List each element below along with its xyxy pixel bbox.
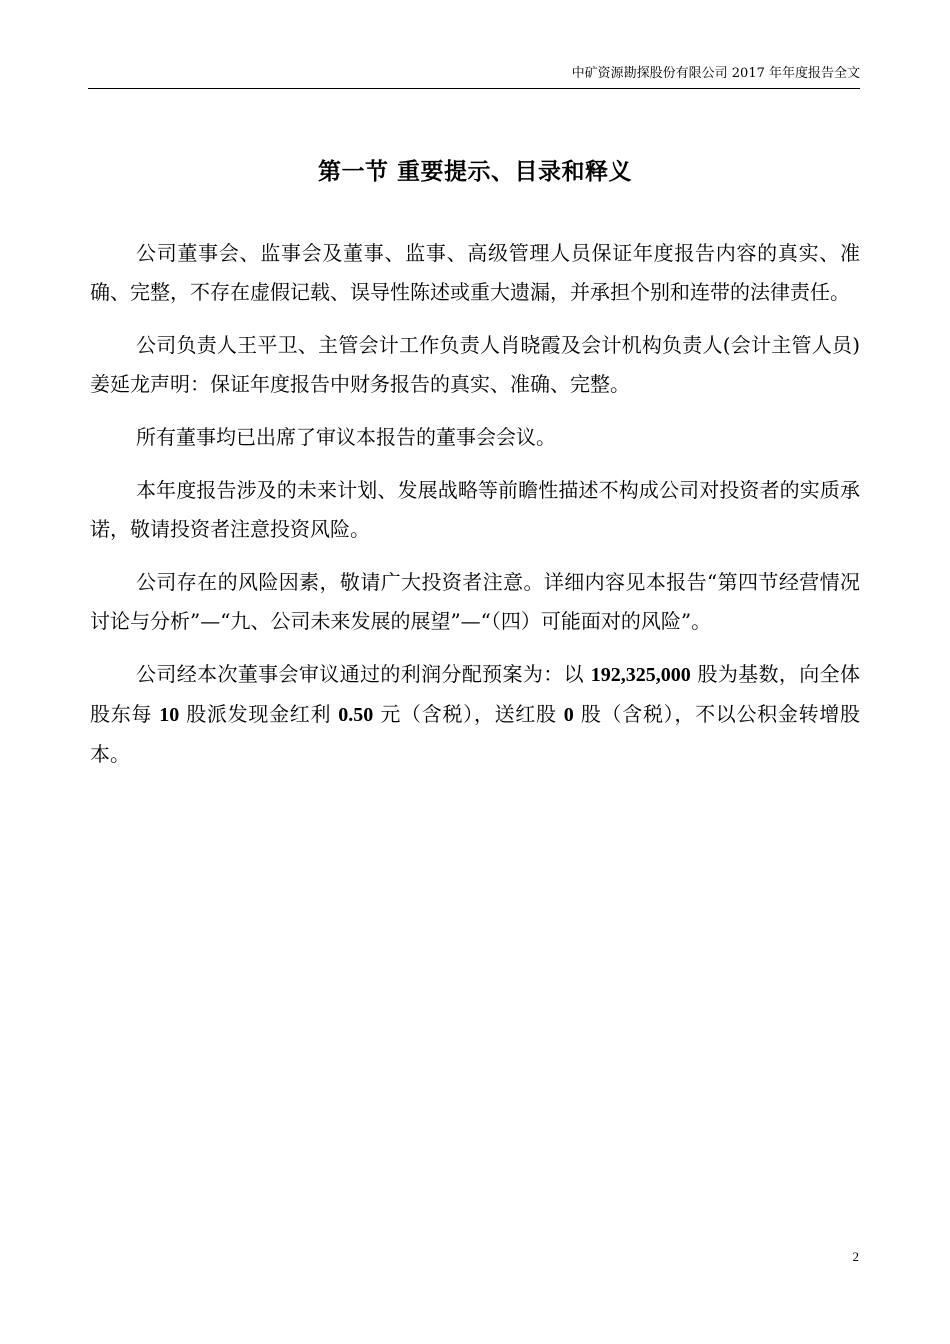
section-title: 第一节 重要提示、目录和释义 xyxy=(317,159,632,185)
page-header xyxy=(88,64,860,89)
page-number: 2 xyxy=(852,1249,859,1264)
paragraph-directors-attendance: 所有董事均已出席了审议本报告的董事会会议。 xyxy=(136,425,556,449)
important-notice-body xyxy=(90,234,860,788)
distribution-text: 股（含税），不以公积金转增股本。 xyxy=(90,702,861,766)
paragraph-forward-looking-statement: 本年度报告涉及的未来计划、发展战略等前瞻性描述不构成公司对投资者的实质承诺，敬请投资者注意投资风险。 xyxy=(90,478,860,541)
distribution-text: 公司经本次董事会审议通过的利润分配预案为：以 xyxy=(136,662,591,686)
risk-section-reference: “第四节经营情况讨论与分析”—“九、公司未来发展的展望”—“（四）可能面对的风险” xyxy=(90,570,860,633)
distribution-text: 股为基数，向全体股东每 xyxy=(90,662,861,726)
distribution-text: 元（含税），送红股 xyxy=(373,702,564,726)
paragraph-board-guarantee: 公司董事会、监事会及董事、监事、高级管理人员保证年度报告内容的真实、准确、完整，不存在虚假记载、误导性陈述或重大遗漏，并承担个别和连带的法律责任。 xyxy=(90,241,860,304)
share-base-value: 192,325,000 xyxy=(590,664,691,686)
per-shares-value: 10 xyxy=(159,704,180,726)
distribution-text: 股派发现金红利 xyxy=(179,702,339,726)
paragraph-profit-distribution xyxy=(90,655,860,774)
bonus-shares-value: 0 xyxy=(563,704,574,726)
risk-text-end: 。 xyxy=(691,609,712,633)
report-header-title: 中矿资源勘探股份有限公司 2017 年年度报告全文 xyxy=(571,66,860,81)
paragraph-responsible-persons-statement: 公司负责人王平卫、主管会计工作负责人肖晓霞及会计机构负责人(会计主管人员)姜延龙声明：保证年度报告中财务报告的真实、准确、完整。 xyxy=(90,333,860,396)
paragraph-risk-factors xyxy=(90,563,860,641)
risk-text: 公司存在的风险因素，敬请广大投资者注意。详细内容见本报告 xyxy=(136,570,708,594)
cash-dividend-value: 0.50 xyxy=(338,704,374,726)
